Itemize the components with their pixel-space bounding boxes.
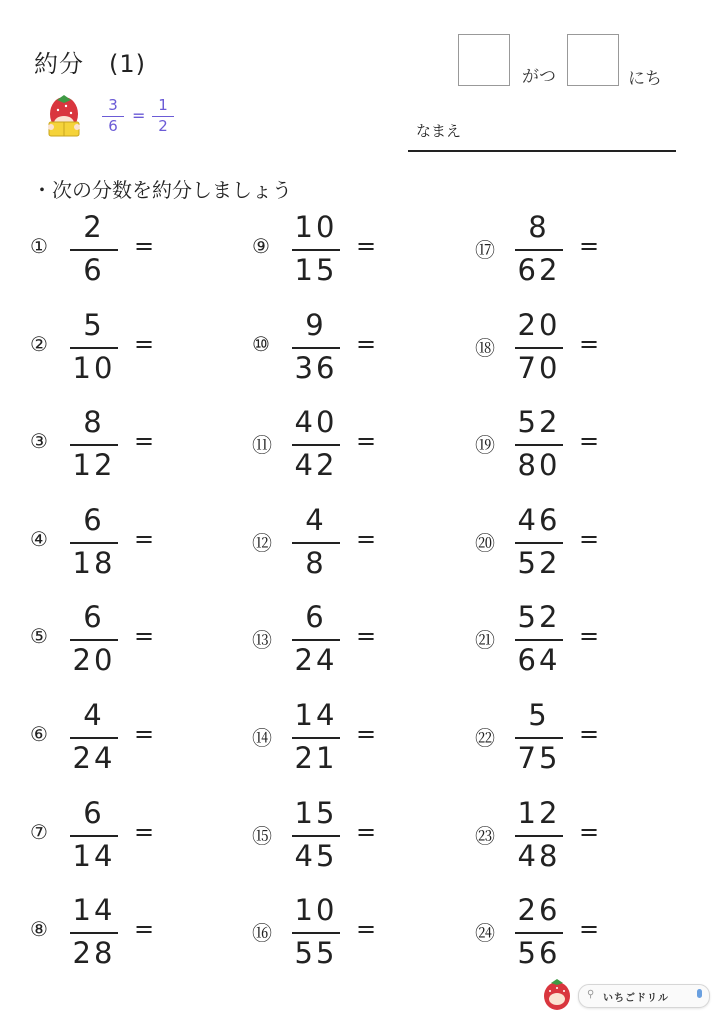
problem-item — [475, 503, 665, 583]
fraction-bar — [515, 932, 563, 934]
answer-equals[interactable]: = — [579, 720, 600, 748]
fraction — [70, 698, 118, 778]
answer-equals[interactable]: = — [579, 330, 600, 358]
problem-number: ⑫ — [252, 531, 272, 555]
denominator: 55 — [294, 936, 338, 970]
denominator: 62 — [517, 253, 561, 287]
fraction-bar — [70, 347, 118, 349]
answer-equals[interactable]: = — [356, 818, 377, 846]
fraction — [70, 893, 118, 973]
problem-number: ⑬ — [252, 628, 272, 652]
numerator: 20 — [517, 308, 561, 342]
fraction — [292, 698, 340, 778]
fraction — [515, 210, 563, 290]
answer-equals[interactable]: = — [134, 720, 155, 748]
problem-number: ㉒ — [475, 726, 495, 750]
fraction-bar — [70, 249, 118, 251]
problem-number: ⑥ — [30, 722, 48, 746]
numerator: 5 — [528, 698, 550, 732]
month-label: がつ — [522, 67, 556, 87]
problem-number: ① — [30, 234, 48, 258]
numerator: 52 — [517, 405, 561, 439]
problem-item — [30, 698, 220, 778]
fraction — [70, 210, 118, 290]
numerator: 10 — [294, 210, 338, 244]
fraction-bar — [515, 444, 563, 446]
fraction — [515, 503, 563, 583]
fraction — [515, 893, 563, 973]
problem-number: ③ — [30, 429, 48, 453]
fraction-bar — [515, 639, 563, 641]
numerator: 9 — [305, 308, 327, 342]
problem-item — [30, 600, 220, 680]
denominator: 21 — [294, 741, 338, 775]
denominator: 6 — [83, 253, 105, 287]
example-right-numerator: 1 — [158, 96, 168, 114]
answer-equals[interactable]: = — [134, 915, 155, 943]
answer-equals[interactable]: = — [134, 525, 155, 553]
fraction — [515, 796, 563, 876]
numerator: 40 — [294, 405, 338, 439]
numerator: 6 — [83, 503, 105, 537]
answer-equals[interactable]: = — [579, 232, 600, 260]
problem-number: ④ — [30, 527, 48, 551]
fraction-bar — [70, 444, 118, 446]
answer-equals[interactable]: = — [356, 622, 377, 650]
name-label: なまえ — [416, 122, 462, 140]
fraction-bar — [292, 737, 340, 739]
problem-item — [30, 503, 220, 583]
example-equation — [98, 96, 184, 138]
problem-item — [475, 698, 665, 778]
fraction-bar — [292, 835, 340, 837]
fraction-bar — [70, 835, 118, 837]
denominator: 28 — [72, 936, 116, 970]
fraction — [292, 405, 340, 485]
denominator: 75 — [517, 741, 561, 775]
problem-number: ⑩ — [252, 332, 270, 356]
fraction — [70, 308, 118, 388]
problem-number: ⑦ — [30, 820, 48, 844]
answer-equals[interactable]: = — [134, 427, 155, 455]
problem-number: ㉓ — [475, 824, 495, 848]
numerator: 14 — [72, 893, 116, 927]
problem-item — [475, 893, 665, 973]
denominator: 80 — [517, 448, 561, 482]
fraction — [292, 210, 340, 290]
denominator: 10 — [72, 351, 116, 385]
fraction — [70, 600, 118, 680]
problem-item — [475, 405, 665, 485]
problem-item — [30, 210, 220, 290]
fraction-bar — [292, 932, 340, 934]
fraction — [292, 503, 340, 583]
problem-item — [475, 210, 665, 290]
day-input-box[interactable] — [567, 34, 619, 86]
fraction — [292, 893, 340, 973]
problem-item — [252, 796, 442, 876]
denominator: 12 — [72, 448, 116, 482]
fraction — [70, 405, 118, 485]
numerator: 46 — [517, 503, 561, 537]
fraction — [515, 405, 563, 485]
problem-item — [252, 698, 442, 778]
example-left-numerator: 3 — [108, 96, 118, 114]
fraction-bar — [515, 542, 563, 544]
numerator: 14 — [294, 698, 338, 732]
problem-item — [252, 893, 442, 973]
fraction-bar — [292, 347, 340, 349]
denominator: 56 — [517, 936, 561, 970]
denominator: 42 — [294, 448, 338, 482]
numerator: 6 — [305, 600, 327, 634]
fraction-bar — [70, 737, 118, 739]
problem-number: ⑧ — [30, 917, 48, 941]
numerator: 4 — [83, 698, 105, 732]
fraction-bar — [292, 444, 340, 446]
problem-item — [30, 308, 220, 388]
problem-number: ⑰ — [475, 238, 495, 262]
fraction-bar — [70, 932, 118, 934]
denominator: 20 — [72, 643, 116, 677]
fraction-bar — [515, 835, 563, 837]
problem-item — [30, 405, 220, 485]
worksheet-title: 約分 (1) — [34, 50, 146, 78]
numerator: 2 — [83, 210, 105, 244]
problem-number: ⑲ — [475, 433, 495, 457]
answer-equals[interactable]: = — [579, 427, 600, 455]
fraction — [515, 698, 563, 778]
fraction-bar — [515, 737, 563, 739]
fraction — [515, 308, 563, 388]
example-right-denominator: 2 — [158, 117, 168, 135]
problem-number: ⑳ — [475, 531, 495, 555]
problem-number: ⑤ — [30, 624, 48, 648]
fraction-bar — [70, 542, 118, 544]
problem-number: ⑮ — [252, 824, 272, 848]
search-text: いちごドリル — [603, 993, 669, 1004]
problem-number: ⑪ — [252, 433, 272, 457]
search-bar[interactable] — [578, 984, 710, 1008]
denominator: 18 — [72, 546, 116, 580]
answer-equals[interactable]: = — [579, 525, 600, 553]
name-writing-line[interactable] — [408, 150, 676, 152]
fraction — [70, 503, 118, 583]
problem-number: ⑯ — [252, 921, 272, 945]
strawberry-mascot-icon — [44, 94, 84, 140]
numerator: 4 — [305, 503, 327, 537]
numerator: 15 — [294, 796, 338, 830]
example-left-denominator: 6 — [108, 117, 118, 135]
answer-equals[interactable]: = — [356, 232, 377, 260]
month-input-box[interactable] — [458, 34, 510, 86]
answer-equals[interactable]: = — [134, 330, 155, 358]
problem-number: ㉑ — [475, 628, 495, 652]
denominator: 14 — [72, 839, 116, 873]
problem-item — [475, 796, 665, 876]
fraction — [515, 600, 563, 680]
answer-equals[interactable]: = — [134, 622, 155, 650]
numerator: 6 — [83, 796, 105, 830]
answer-equals[interactable]: = — [356, 720, 377, 748]
instruction-text: ・次の分数を約分しましょう — [32, 178, 292, 202]
denominator: 70 — [517, 351, 561, 385]
problem-number: ⑱ — [475, 336, 495, 360]
numerator: 6 — [83, 600, 105, 634]
answer-equals[interactable]: = — [134, 818, 155, 846]
answer-equals[interactable]: = — [579, 818, 600, 846]
problem-item — [30, 893, 220, 973]
fraction-bar — [292, 249, 340, 251]
denominator: 36 — [294, 351, 338, 385]
denominator: 52 — [517, 546, 561, 580]
mic-icon — [697, 989, 702, 998]
denominator: 24 — [294, 643, 338, 677]
denominator: 24 — [72, 741, 116, 775]
fraction — [292, 600, 340, 680]
problem-item — [252, 600, 442, 680]
fraction-bar — [515, 249, 563, 251]
problem-item — [252, 503, 442, 583]
fraction — [292, 796, 340, 876]
problem-item — [30, 796, 220, 876]
denominator: 48 — [517, 839, 561, 873]
fraction — [292, 308, 340, 388]
answer-equals[interactable]: = — [579, 622, 600, 650]
answer-equals[interactable]: = — [579, 915, 600, 943]
numerator: 5 — [83, 308, 105, 342]
fraction-bar — [515, 347, 563, 349]
fraction — [70, 796, 118, 876]
fraction-bar — [70, 639, 118, 641]
numerator: 52 — [517, 600, 561, 634]
answer-equals[interactable]: = — [356, 427, 377, 455]
numerator: 12 — [517, 796, 561, 830]
answer-equals[interactable]: = — [356, 525, 377, 553]
fraction-bar — [292, 639, 340, 641]
fraction-bar — [292, 542, 340, 544]
denominator: 15 — [294, 253, 338, 287]
problem-item — [252, 405, 442, 485]
numerator: 8 — [83, 405, 105, 439]
answer-equals[interactable]: = — [356, 330, 377, 358]
denominator: 45 — [294, 839, 338, 873]
problem-number: ㉔ — [475, 921, 495, 945]
search-icon: ⚲ — [587, 989, 595, 1000]
problem-item — [252, 210, 442, 290]
answer-equals[interactable]: = — [134, 232, 155, 260]
numerator: 8 — [528, 210, 550, 244]
problem-number: ⑨ — [252, 234, 270, 258]
day-label: にち — [628, 69, 662, 89]
problem-item — [475, 600, 665, 680]
strawberry-logo-icon — [541, 978, 573, 1012]
example-equals: = — [132, 106, 146, 125]
denominator: 64 — [517, 643, 561, 677]
numerator: 26 — [517, 893, 561, 927]
answer-equals[interactable]: = — [356, 915, 377, 943]
problem-number: ② — [30, 332, 48, 356]
denominator: 8 — [305, 546, 327, 580]
problem-item — [475, 308, 665, 388]
numerator: 10 — [294, 893, 338, 927]
problem-item — [252, 308, 442, 388]
problem-number: ⑭ — [252, 726, 272, 750]
